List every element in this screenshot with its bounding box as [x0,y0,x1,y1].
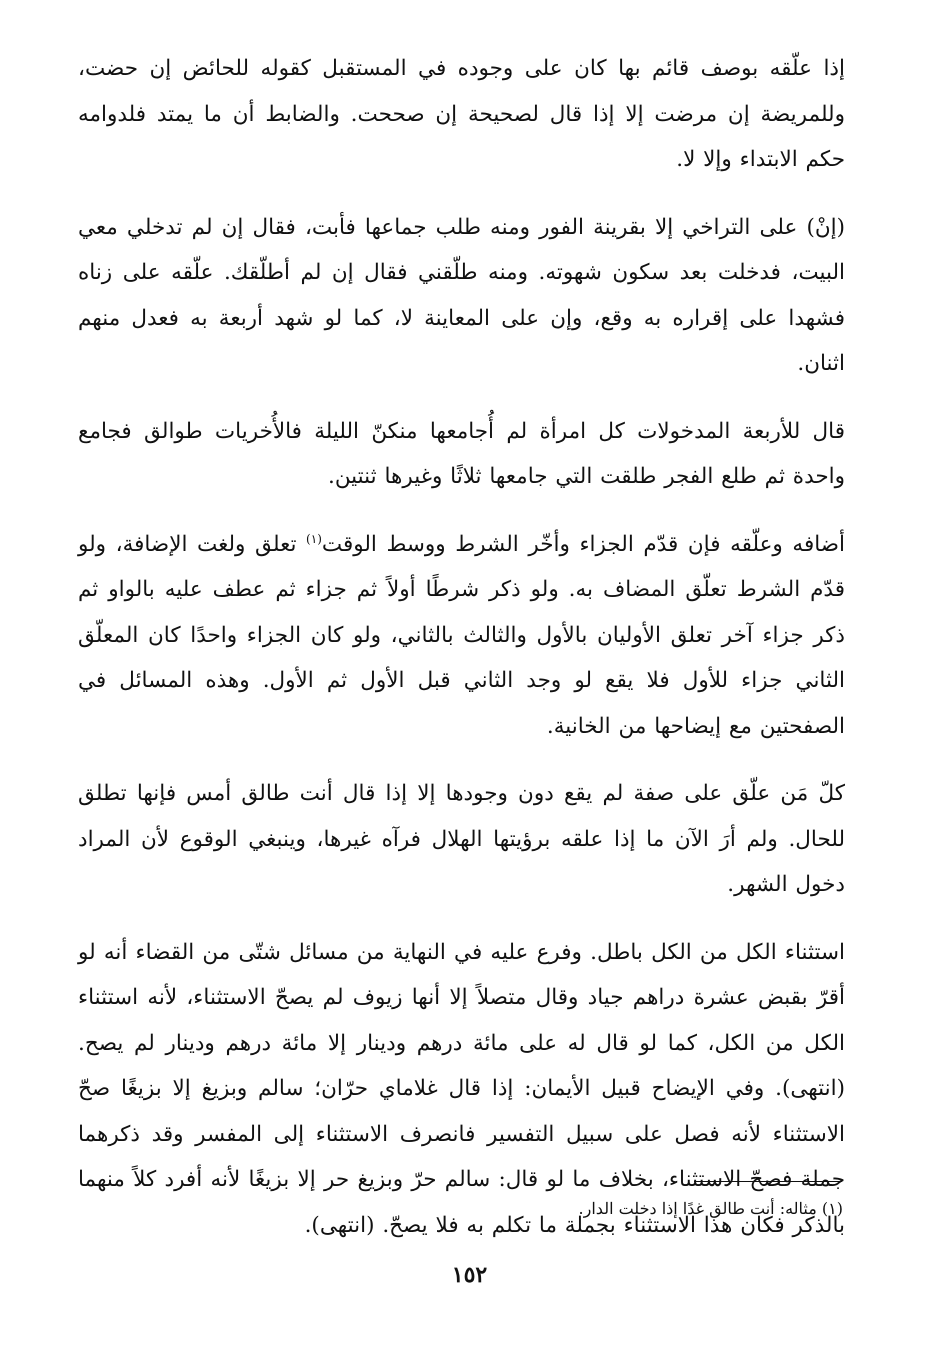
paragraph [78,46,845,183]
paragraph [78,522,845,750]
paragraph-text: إذا علّقه بوصف قائم بها كان على وجوده في المستقبل كقوله للحائض إن حضت، وللمريضة إن مرضت إلا إذا قال لصحيحة إن صححت. والضابط أن ما يمتد فلدوامه حكم الابتداء وإلا لا. [78,56,845,172]
main-text [78,46,845,1248]
paragraph-text: (إنْ) على التراخي إلا بقرينة الفور ومنه طلب جماعها فأبت، فقال إن لم تدخلي معي البيت، فدخلت بعد سكون شهوته. ومنه طلّقني فقال إن لم أطلّقك. علّقه على زناه فشهدا على إقراره به وقع، وإن على المعاينة لا، كما لو شهد أربعة به فعدل منهم اثنان. [78,214,845,376]
paragraph [78,409,845,500]
paragraph-text-continued: تعلق ولغت الإضافة، ولو قدّم الشرط تعلّق المضاف به. ولو ذكر شرطًا أولاً ثم جزاء ثم عطف عليه بالواو ثم ذكر جزاء آخر تعلق الأوليان بالأول والثالث بالثاني، ولو كان الجزاء واحدًا كان المعلّق الثاني جزاء للأول فلا يقع لو وجد الثاني قبل الأول ثم الأول. وهذه المسائل في الصفحتين مع إيضاحها من الخانية. [78,531,845,739]
paragraph [78,771,845,908]
footnote: (١) مثاله: أنت طالق غدًا إذا دخلت الدار. [578,1199,843,1218]
paragraph-text: أضافه وعلّقه فإن قدّم الجزاء وأخّر الشرط ووسط الوقت [321,531,845,557]
footnote-divider [694,1181,842,1182]
paragraph [78,205,845,387]
paragraph-text: قال للأربعة المدخولات كل امرأة لم أُجامعها منكنّ الليلة فالأُخريات طوالق فجامع واحدة ثم طلع الفجر طلقت التي جامعها ثلاثًا وغيرها ثنتين. [78,418,845,489]
paragraph-text: كلّ مَن علّق على صفة لم يقع دون وجودها إلا إذا قال أنت طالق أمس فإنها تطلق للحال. ولم أرَ الآن ما إذا علقه برؤيتها الهلال فرآه غيرها، وينبغي الوقوع لأن المراد دخول الشهر. [78,781,846,897]
footnote-marker: (١) [306,531,322,546]
paragraph-text: استثناء الكل من الكل باطل. وفرع عليه في النهاية من مسائل شتّى من القضاء أنه لو أقرّ بقبض عشرة دراهم جياد وقال متصلاً إلا أنها زيوف لم يصحّ الاستثناء، لأنه استثناء الكل من الكل، كما لو قال له على مائة درهم ودينار إلا مائة درهم ودينار لم يصح. (انتهى). وفي الإيضاح قبيل الأيمان: إذا قال غلاماي حرّان؛ سالم وبزيغ إلا بزيغًا صحّ الاستثناء لأنه فصل على سبيل التفسير فانصرف الاستثناء إلى المفسر وقد ذكرهما جملة فصحّ الاستثناء، بخلاف ما لو قال: سالم حرّ وبزيغ حر إلا بزيغًا لأنه أفرد كلاً منهما بالذكر فكان هذا الاستثناء بجملة ما تكلم به فلا يصحّ. (انتهى). [78,939,845,1238]
page-number: ١٥٢ [451,1262,488,1288]
